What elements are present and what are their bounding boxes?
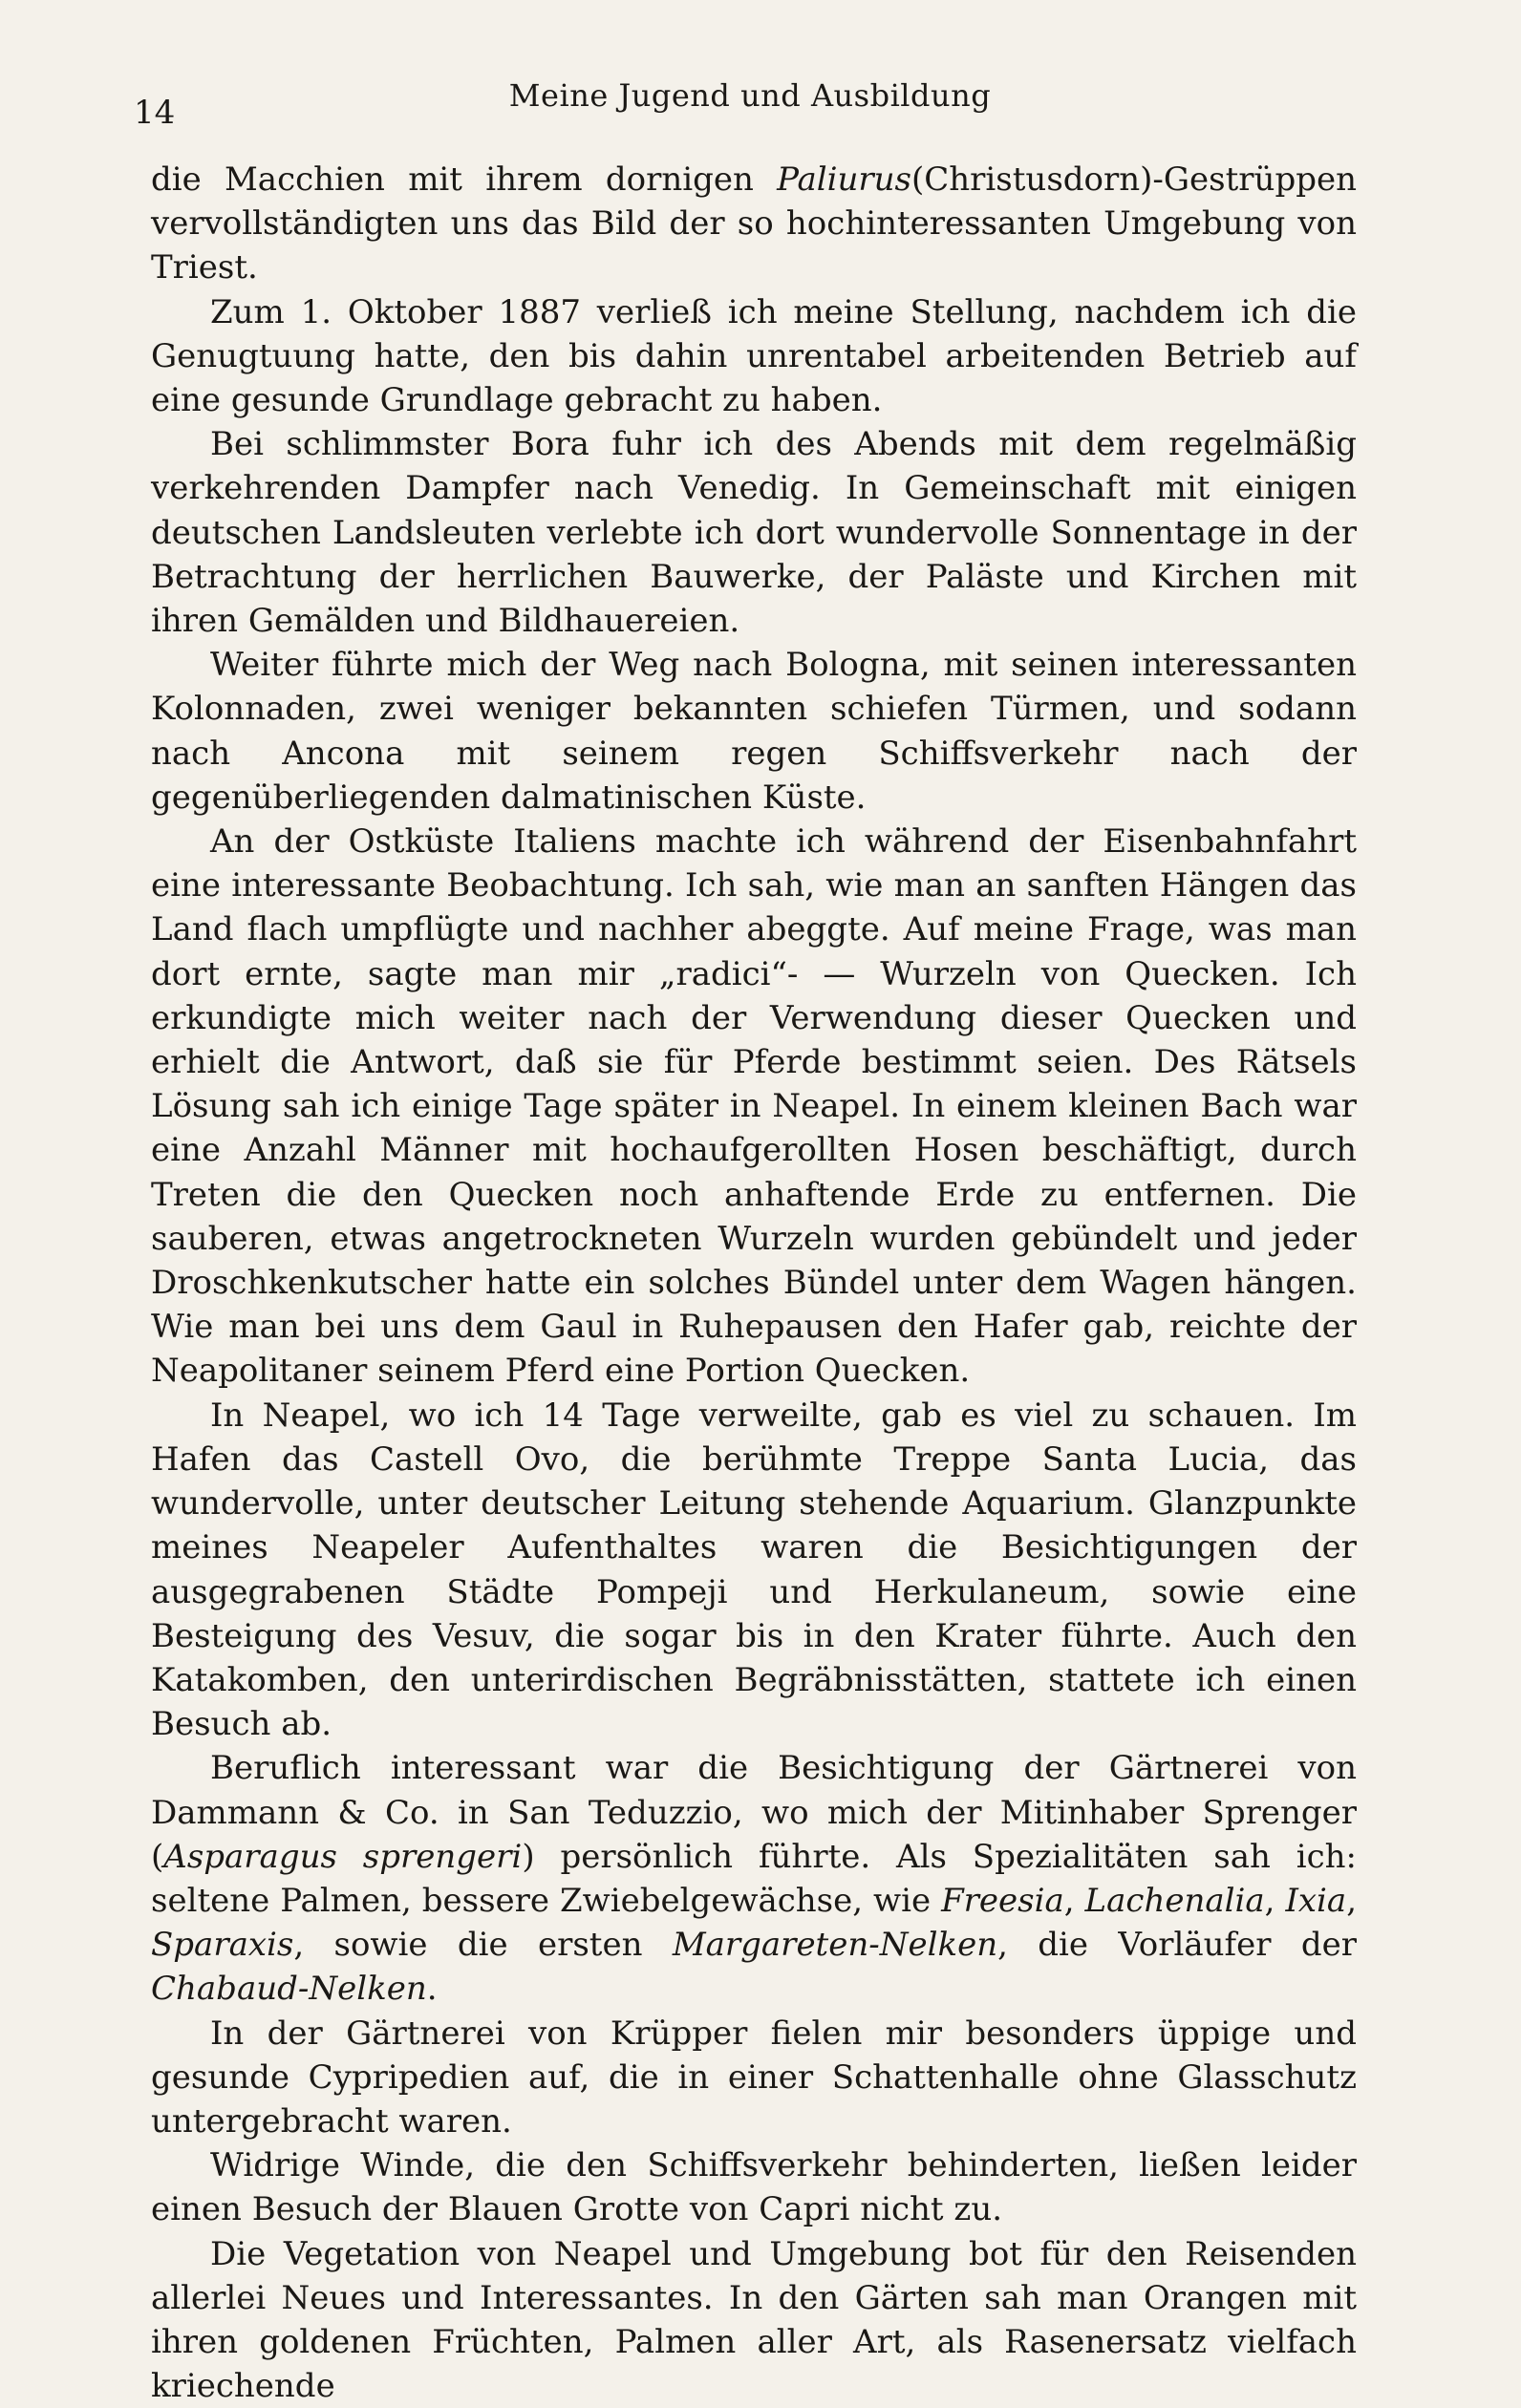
text-segment: In Neapel, wo ich 14 Tage verweilte, gab es viel zu schauen. Im Hafen das Castell Ovo, die berühmte Treppe Santa Lucia, das wundervolle, unter deutscher Leitung stehende Aquarium. Glanzpunkte meines Neapeler Aufenthaltes waren die Besichtigungen der ausgegrabenen Städte Pompeji und Herkulaneum, sowie eine Besteigung des Vesuv, die sogar bis in den Krater führte. Auch den Katakomben, den unterirdischen Begräbnisstätten, stattete ich einen Besuch ab. — [151, 1396, 1357, 1744]
text-segment: Widrige Winde, die den Schiffsverkehr behinderten, ließen leider einen Besuch der Blauen Grotte von Capri nicht zu. — [151, 2146, 1357, 2229]
text-segment: Beruflich interessant war die Besichtigung der Gärtnerei von Dammann & Co. in San Teduzzio, wo mich der Mitinhaber Sprenger ( — [151, 1749, 1357, 1876]
italic-term: Margareten-Nelken — [672, 1926, 998, 1965]
paragraph — [151, 820, 1357, 1394]
page-header — [134, 67, 1366, 134]
paragraph — [151, 1394, 1357, 1747]
text-segment: An der Ostküste Italiens machte ich während der Eisenbahnfahrt eine interessante Beobachtung. Ich sah, wie man an sanften Hängen das Land flach umpflügte und nachher abeggte. Auf meine Frage, was man dort ernte, sagte man mir „radici“- — Wurzeln von Quecken. Ich erkundigte mich weiter nach der Verwendung dieser Quecken und erhielt die Antwort, daß sie für Pferde bestimmt seien. Des Rätsels Lösung sah ich einige Tage später in Neapel. In einem kleinen Bach war eine Anzahl Männer mit hochaufgerollten Hosen beschäftigt, durch Treten die den Quecken noch anhaftende Erde zu entfernen. Die sauberen, etwas angetrockneten Wurzeln wurden gebündelt und jeder Droschkenkutscher hatte ein solches Bündel unter dem Wagen hängen. Wie man bei uns dem Gaul in Ruhepausen den Hafer gab, reichte der Neapolitaner seinem Pferd eine Portion Quecken. — [151, 822, 1357, 1391]
text-segment: Zum 1. Oktober 1887 verließ ich meine Stellung, nachdem ich die Genugtuung hatte, den bis dahin unrentabel arbeitenden Betrieb auf eine gesunde Grundlage gebracht zu haben. — [151, 292, 1357, 420]
text-segment: , sowie die ersten — [293, 1926, 673, 1965]
running-head: Meine Jugend und Ausbildung — [508, 77, 992, 114]
text-segment: , die Vorläufer der — [997, 1926, 1357, 1965]
italic-term: Ixia — [1285, 1881, 1347, 1920]
text-segment: . — [426, 1970, 438, 2009]
text-segment: (Christusdorn)-Gestrüppen vervollständigten uns das Bild der so hochinteressanten Umgebung von Triest. — [151, 160, 1357, 288]
paragraph — [151, 2012, 1357, 2144]
paragraph — [151, 2232, 1357, 2408]
paragraph — [151, 643, 1357, 820]
text-segment: Weiter führte mich der Weg nach Bologna, mit seinen interessanten Kolonnaden, zwei weniger bekannten schiefen Türmen, und sodann nach Ancona mit seinem regen Schiffsverkehr nach der gegenüberliegenden dalmatinischen Küste. — [151, 646, 1357, 817]
page-number: 14 — [134, 94, 176, 132]
text-segment: Bei schlimmster Bora fuhr ich des Abends mit dem regelmäßig verkehrenden Dampfer nach Venedig. In Gemeinschaft mit einigen deutschen Landsleuten verlebte ich dort wundervolle Sonnentage in der Betrachtung der herrlichen Bauwerke, der Paläste und Kirchen mit ihren Gemälden und Bildhauereien. — [151, 425, 1357, 641]
italic-term: Sparaxis — [151, 1926, 294, 1965]
body-text — [151, 158, 1357, 2408]
italic-term: Paliurus — [777, 160, 911, 199]
paragraph — [151, 2143, 1357, 2231]
text-segment: In der Gärtnerei von Krüpper fielen mir besonders üppige und gesunde Cypripedien auf, die in einer Schattenhalle ohne Glasschutz untergebracht waren. — [151, 2014, 1357, 2141]
paragraph — [151, 290, 1357, 423]
text-segment: Die Vegetation von Neapel und Umgebung bot für den Reisenden allerlei Neues und Interessantes. In den Gärten sah man Orangen mit ihren goldenen Früchten, Palmen aller Art, als Rasenersatz vielfach kriechende — [151, 2234, 1357, 2406]
text-segment: , — [1346, 1881, 1357, 1920]
text-segment: die Macchien mit ihrem dornigen — [151, 160, 778, 199]
italic-term: Lachenalia — [1084, 1881, 1265, 1920]
paragraph — [151, 158, 1357, 290]
italic-term: Asparagus sprengeri — [163, 1837, 523, 1876]
italic-term: Freesia — [941, 1881, 1064, 1920]
paragraph — [151, 422, 1357, 643]
text-segment: , — [1264, 1881, 1286, 1920]
text-segment: ) persönlich führte. Als Spezialitäten sah ich: seltene Palmen, bessere Zwiebelgewächse, wie — [151, 1837, 1357, 1920]
text-segment: , — [1063, 1881, 1085, 1920]
italic-term: Chabaud-Nelken — [151, 1970, 427, 2009]
paragraph — [151, 1746, 1357, 2011]
